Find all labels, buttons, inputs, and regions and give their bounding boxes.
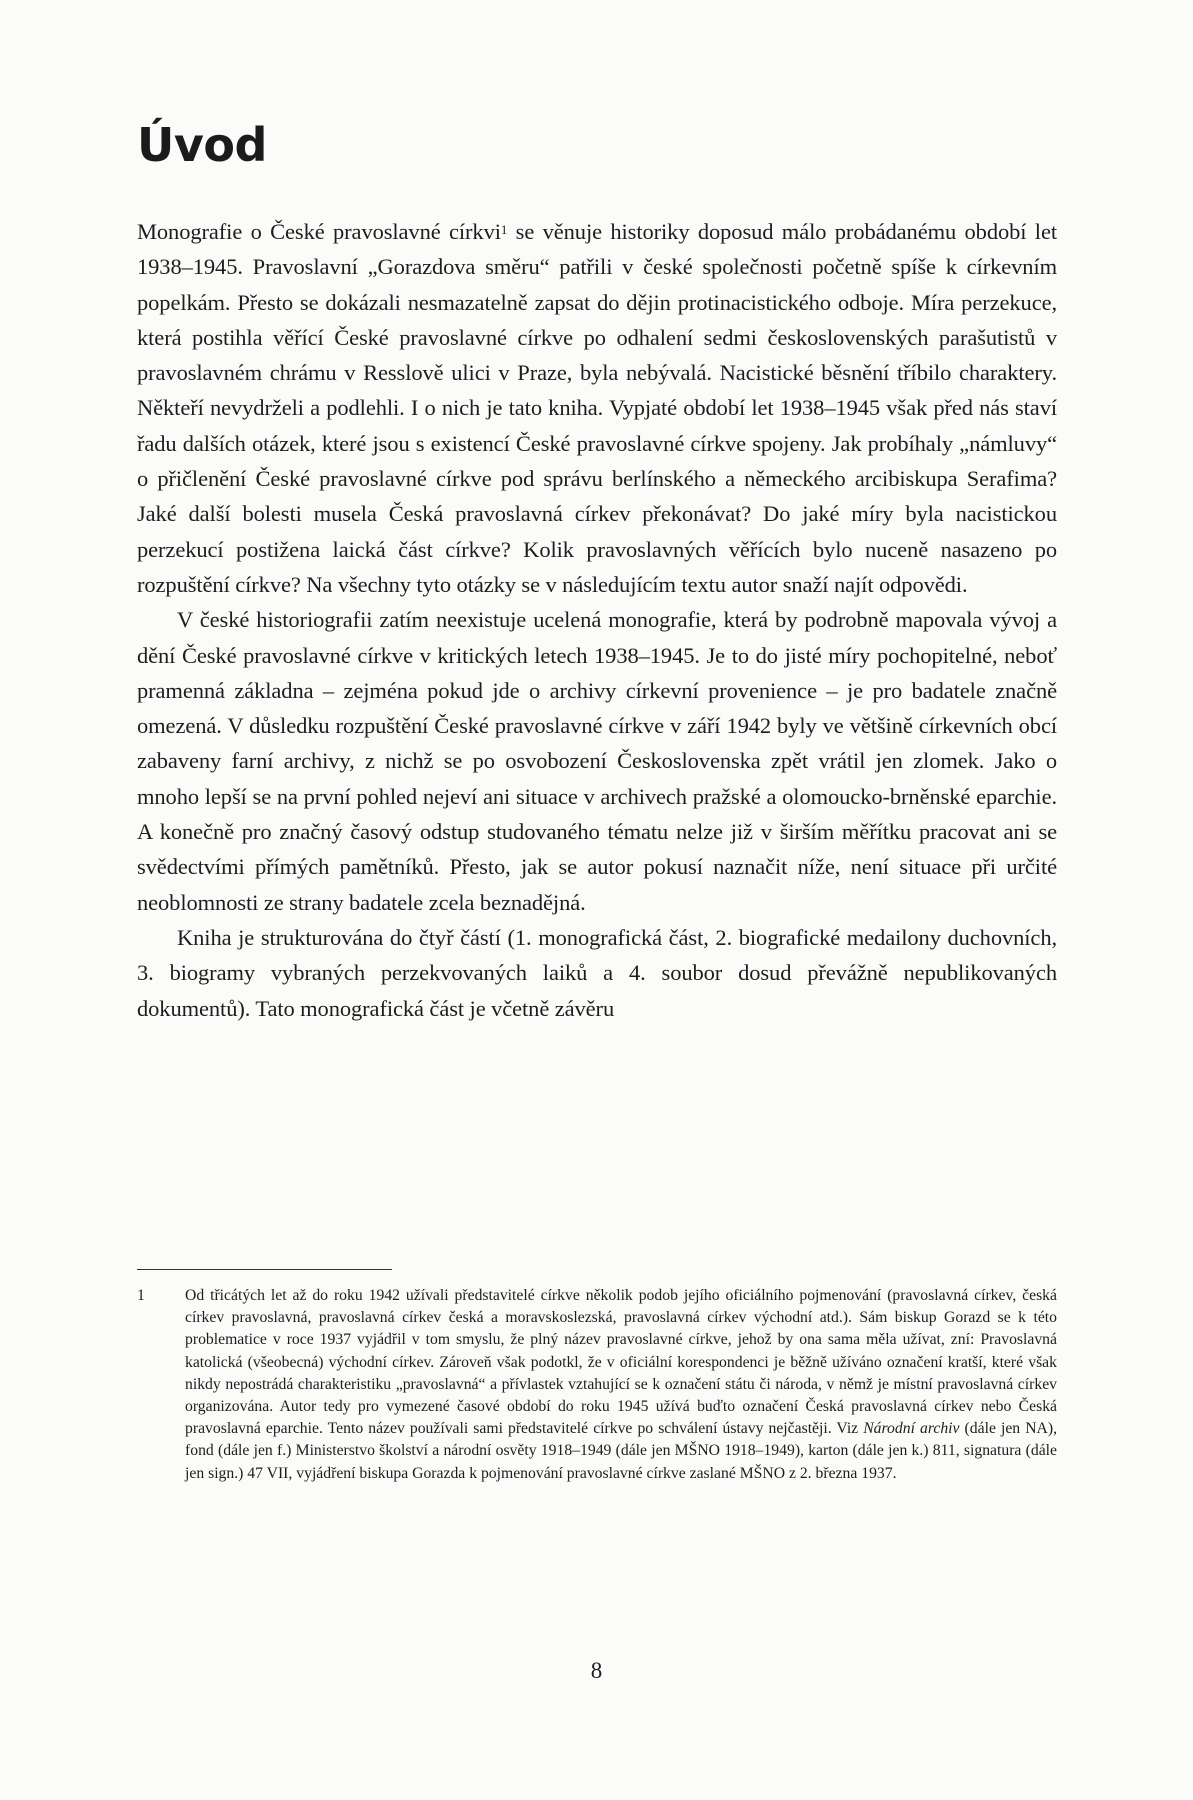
footnote <box>137 1285 1057 1485</box>
footnote-text-part-1: Od třicátých let až do roku 1942 užívali představitelé církve několik podob jejího oficiálního pojmenování (pravoslavná církev, česká církev pravoslavná, pravoslavná církev česká a moravskoslezská, pravoslavná církev východní atd.). Sám biskup Gorazd se k této problematice v roce 1937 vyjádřil v tom smyslu, že plný název pravoslavné církve, jehož by ona sama měla užívat, zní: Pravoslavná katolická (všeobecná) východní církev. Zároveň však podotkl, že v oficiální korespondenci je běžně užíváno označení kratší, které však nikdy nepostrádá charakteristiku „pravoslavná“ a přívlastek vztahující se k označení státu či národa, v němž je místní pravoslavná církev organizována. Autor tedy pro vymezené časové období do roku 1945 užívá buďto označení Česká pravoslavná církev nebo Česká pravoslavná eparchie. Tento název používali sami představitelé církve po schválení ústavy nejčastěji. Viz <box>185 1287 1057 1438</box>
footnote-text-part-2: (dále jen NA), fond (dále jen f.) Ministerstvo školství a národní osvěty 1918–1949 (dále jen MŠNO 1918–1949), karton (dále jen k.) 811, signatura (dále jen sign.) 47 VII, vyjádření biskupa Gorazda k pojmenování pravoslavné církve zaslané MŠNO z 2. března 1937. <box>185 1420 1057 1482</box>
paragraph-1-rest: se věnuje historiky doposud málo probádanému období let 1938–1945. Pravoslavní „Gorazdova směru“ patřili v české společnosti početně spíše k církevním popelkám. Přesto se dokázali nesmazatelně zapsat do dějin protinacistického odboje. Míra perzekuce, která postihla věřící České pravoslavné církve po odhalení sedmi československých parašutistů v pravoslavném chrámu v Resslově ulici v Praze, byla nebývalá. Nacistické běsnění tříbilo charaktery. Někteří nevydrželi a podlehli. I o nich je tato kniha. Vypjaté období let 1938–1945 však před nás staví řadu dalších otázek, které jsou s existencí České pravoslavné církve spojeny. Jak probíhaly „námluvy“ o přičlenění České pravoslavné církve pod správu berlínského a německého arcibiskupa Serafima? Jaké další bolesti musela Česká pravoslavná církev překonávat? Do jaké míry byla nacistickou perzekucí postižena laická část církve? Kolik pravoslavných věřících bylo nuceně nasazeno po rozpuštění církve? Na všechny tyto otázky se v následujícím textu autor snaží najít odpovědi. <box>137 219 1057 597</box>
page-number: 8 <box>590 1658 603 1683</box>
footnote-number: 1 <box>137 1287 145 1304</box>
footnote-archive-name: Národní archiv <box>863 1420 960 1438</box>
body-text <box>137 214 1057 1026</box>
footnote-reference[interactable]: 1 <box>500 222 508 237</box>
paragraph-1 <box>137 214 1057 602</box>
footnote-divider <box>137 1269 392 1270</box>
chapter-heading: Úvod <box>137 118 267 172</box>
paragraph-1-start: Monografie o České pravoslavné církvi <box>137 219 501 244</box>
paragraph-2: V české historiografii zatím neexistuje ucelená monografie, která by podrobně mapovala vývoj a dění České pravoslavné církve v kritických letech 1938–1945. Je to do jisté míry pochopitelné, neboť pramenná základna – zejména pokud jde o archivy církevní provenience – je pro badatele značně omezená. V důsledku rozpuštění České pravoslavné církve v září 1942 byly ve většině církevních obcí zabaveny farní archivy, z nichž se po osvobození Československa zpět vrátil jen zlomek. Jako o mnoho lepší se na první pohled nejeví ani situace v archivech pražské a olomoucko-brněnské eparchie. A konečně pro značný časový odstup studovaného tématu nelze již v širším měřítku pracovat ani se svědectvími přímých pamětníků. Přesto, jak se autor pokusí naznačit níže, není situace při určité neoblomnosti ze strany badatele zcela beznadějná. <box>137 607 1057 915</box>
footnote-text <box>185 1285 1057 1485</box>
paragraph-3: Kniha je strukturována do čtyř částí (1. monografická část, 2. biografické medailony duchovních, 3. biogramy vybraných perzekvovaných laiků a 4. soubor dosud převážně nepublikovaných dokumentů). Tato monografická část je včetně závěru <box>137 924 1057 1021</box>
